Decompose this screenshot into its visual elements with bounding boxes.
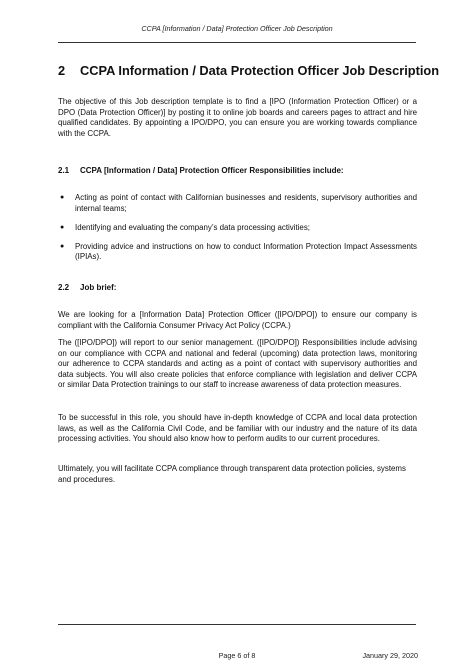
list-item xyxy=(58,193,417,214)
bullet-icon: ● xyxy=(60,242,65,250)
list-item xyxy=(58,223,417,234)
footer-divider xyxy=(58,624,416,625)
brief-paragraph-4: Ultimately, you will facilitate CCPA compliance through transparent data protection policies, systems and procedures. xyxy=(58,464,406,484)
footer-date: January 29, 2020 xyxy=(362,651,418,660)
list-item-text: Acting as point of contact with Californian businesses and residents, supervisory authorities and internal teams; xyxy=(75,193,417,213)
header-divider xyxy=(58,42,416,43)
list-item-text: Identifying and evaluating the company’s data processing activities; xyxy=(75,222,310,232)
brief-paragraph-2: The ([IPO/DPO]) will report to our senior management. ([IPO/DPO]) Responsibilities include advising on our compliance with CCPA and national and federal (upcoming) data protection laws, monitoring our adherence to CCPA standards and acting as a point of contact with supervisory authorities and data subjects. You will also create policies that enforce compliance with legislation and deliver CCPA or similar Data Protection trainings to our staff to increase awareness of data protection measures. xyxy=(58,338,417,390)
subsection-title: Job brief: xyxy=(80,283,117,292)
subsection-title: CCPA [Information / Data] Protection Officer Responsibilities include: xyxy=(80,166,344,175)
responsibilities-list xyxy=(58,193,417,271)
list-item-text: Providing advice and instructions on how to conduct Information Protection Impact Assessments (IPIAs). xyxy=(75,241,417,262)
bullet-icon: ● xyxy=(60,194,65,201)
brief-paragraph-1: We are looking for a [Information Data] Protection Officer ([IPO/DPO]) to ensure our company is compliant with the California Consumer Privacy Act Policy (CCPA.) xyxy=(58,310,417,330)
section-title: CCPA Information / Data Protection Officer Job Description xyxy=(80,63,440,78)
section-number: 2 xyxy=(58,63,66,78)
subsection-number: 2.1 xyxy=(58,166,70,175)
running-header: CCPA [Information / Data] Protection Officer Job Description xyxy=(141,24,333,33)
page-number: Page 6 of 8 xyxy=(218,651,256,660)
list-item xyxy=(58,242,417,263)
subsection-heading-brief xyxy=(58,283,418,292)
subsection-heading-responsibilities xyxy=(58,166,418,175)
brief-paragraph-3: To be successful in this role, you should have in-depth knowledge of CCPA and local data protection laws, as well as the California Civil Code, and be familiar with our industry and the nature of its data processing activities. You should also know how to perform audits to our current procedures. xyxy=(58,413,417,444)
intro-paragraph: The objective of this Job description template is to find a [IPO (Information Protection Officer) or a DPO (Data Protection Officer)] by posting it to online job boards and careers pages to attract and hire qualified candidates. By appointing a IPO/DPO, you can ensure you are working towards compliance with the CCPA. xyxy=(58,97,417,138)
bullet-icon: ● xyxy=(60,223,65,231)
section-heading xyxy=(58,63,440,78)
subsection-number: 2.2 xyxy=(58,283,70,292)
